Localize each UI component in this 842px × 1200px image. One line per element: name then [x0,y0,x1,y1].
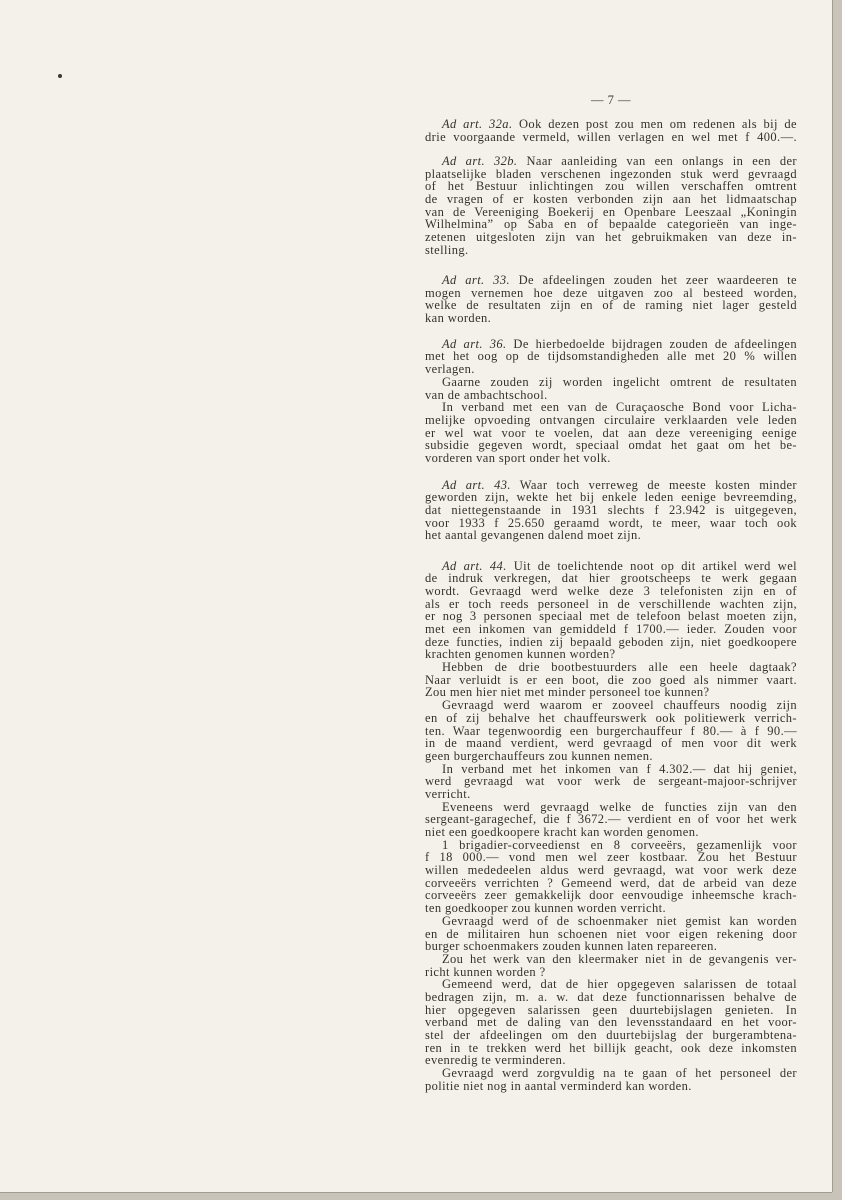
paragraph [425,1067,797,1092]
text-line: Gevraagd werd waarom er zooveel chauffeurs noodig zijn [442,698,797,713]
article-section [425,479,797,542]
paragraph [425,763,797,801]
paragraph [425,699,797,762]
text-line: drie voorgaande vermeld, willen verlagen en wel met f 400.—. [425,129,797,144]
text-line: er nog 3 personen speciaal met de telefoon belast moeten zijn, [425,609,797,624]
text-line: vorderen van sport onder het volk. [425,450,611,465]
text-line: in de maand verdient, werd gevraagd of men voor dit werk [425,736,797,751]
paragraph [425,801,797,839]
article-label: Ad art. 36. [442,336,507,351]
text-line: mogen vernemen hoe deze uitgaven zoo al besteed worden, [425,285,797,300]
text-line: Hebben de drie bootbestuurders alle een heele dagtaak? [442,660,797,675]
line-text: De afdeelingen zouden het zeer waardeeren te [518,272,798,287]
page-number: — 7 — [591,93,631,107]
line-text: De hierbedoelde bijdragen zouden de afdeelingen [513,336,798,351]
paragraph [425,953,797,978]
text-line: Wilhelmina” op Saba en of bepaalde categorieën van inge- [425,217,797,232]
article-section [425,560,797,1093]
text-line: krachten genomen kunnen worden? [425,647,616,662]
text-line: deze functies, indien zij bepaald geboden zijn, niet goedkoopere [425,634,797,649]
line-text: Ook dezen post zou men om redenen als bij de [519,117,798,131]
article-section [425,338,797,465]
line-text: Waar toch verreweg de meeste kosten minder [519,477,797,492]
text-line [425,155,797,168]
text-line: stelling. [425,242,469,257]
text-line: wordt. Gevraagd werd welke deze 3 telefonisten zijn en of [425,583,797,598]
text-line: de indruk verkregen, dat hier grootscheeps te werk gegaan [425,571,797,586]
article-label: Ad art. 32a. [442,117,513,131]
paragraph [425,560,797,662]
text-line: burger schoenmakers zouden kunnen laten repareeren. [425,939,718,954]
text-line: de vragen of er kosten verbonden zijn aan het lidmaatschap [425,192,797,207]
text-line: hier opgegeven salarissen geen duurtebijslagen genieten. In [425,1002,797,1017]
text-line: Gemeend werd, dat de hier opgegeven salarissen de totaal [442,977,797,992]
scan-speck [58,74,62,78]
article-section [425,155,797,257]
text-line: Zou het werk van den kleermaker niet in de gevangenis ver- [442,951,797,966]
text-line: niet een goedkoopere kracht kan worden genomen. [425,825,699,840]
article-section [425,274,797,325]
paragraph [425,915,797,953]
text-line: met het oog op de tijdsomstandigheden alle met 20 % willen [425,349,797,364]
article-label: Ad art. 32b. [442,153,518,168]
paragraph [425,661,797,699]
text-line: geworden zijn, wekte het bij enkele leden eenige bevreemding, [425,490,797,505]
text-line: bedragen zijn, m. a. w. dat deze functionnarissen behalve de [425,989,797,1004]
article-section [425,118,797,143]
paragraph [425,118,797,143]
text-line: en de militairen hun schoenen niet voor eigen rekening door [425,926,797,941]
article-label: Ad art. 33. [442,272,511,287]
text-line: als er toch reeds personeel in de verschillende wachten zijn, [425,596,797,611]
text-line: dat niettegenstaande in 1931 slechts f 23.942 is uitgegeven, [425,503,797,518]
text-line: verlagen. [425,362,475,377]
paragraph [425,839,797,915]
article-label: Ad art. 43. [442,477,511,492]
text-line: werd gevraagd wat voor werk de sergeant-majoor-schrijver [425,774,797,789]
paragraph [425,338,797,376]
text-line: Gevraagd werd zorgvuldig na te gaan of het personeel der [442,1066,797,1081]
text-line: Zou men hier niet met minder personeel toe kunnen? [425,685,710,700]
text-line: f 18 000.— vond men wel zeer kostbaar. Zou het Bestuur [425,850,797,865]
text-column [425,118,797,1092]
line-text: Uit de toelichtende noot op dit artikel werd wel [513,558,798,573]
text-line: In verband met een van de Curaçaosche Bond voor Licha- [442,400,797,415]
text-line: evenredig te verminderen. [425,1053,566,1068]
text-line: Naar verluidt is er een boot, die zoo goed als nimmer vaart. [425,672,797,687]
text-line: voor 1933 f 25.650 geraamd wordt, te meer, waar toch ook [425,515,797,530]
text-line: melijke opvoeding ontvangen circulaire verklaarden vele leden [425,412,797,427]
text-line: willen mededeelen aldus werd gevraagd, wat voor werk deze [425,863,797,878]
paragraph [425,978,797,1067]
text-line: het aantal gevangenen dalend moet zijn. [425,528,642,543]
text-line: verband met de daling van den levensstandaard en het voor- [425,1015,797,1030]
text-line: ten goedkooper zou kunnen worden verricht. [425,901,667,916]
text-line: subsidie gegeven wordt, speciaal omdat het gaat om het be- [425,438,797,453]
text-line: sergeant-garagechef, die f 3672.— verdient en of voor het werk [425,812,797,827]
paragraph [425,376,797,401]
text-line: In verband met het inkomen van f 4.302.— dat hij geniet, [442,761,797,776]
text-line: Gevraagd werd of de schoenmaker niet gemist kan worden [442,913,797,928]
text-line [425,118,797,131]
paragraph [425,274,797,325]
text-line: ren in te trekken werd het billijk geacht, ook deze inkomsten [425,1040,797,1055]
text-line: Gaarne zouden zij worden ingelicht omtrent de resultaten [442,374,797,389]
text-line: verricht. [425,786,471,801]
text-line: ten. Waar tegenwoordig een burgerchauffeur f 80.— à f 90.— [425,723,797,738]
text-line: 1 brigadier-corveedienst en 8 corveeërs, gezamenlijk voor [442,837,797,852]
text-line: plaatselijke bladen verschenen ingezonden stuk werd gevraagd [425,166,797,181]
paragraph [425,479,797,542]
text-line: corveeërs verrichten ? Gemeend werd, dat de arbeid van deze [425,875,797,890]
text-line: richt kunnen worden ? [425,964,546,979]
text-line: zetenen uitgesloten zijn van het gebruikmaken van deze in- [425,230,797,245]
text-line: stel der afdeelingen om den duurtebijslag der burgerambtena- [425,1028,797,1043]
paragraph [425,401,797,464]
line-text: Naar aanleiding van een onlangs in een der [526,153,797,168]
text-line: politie niet nog in aantal verminderd kan worden. [425,1078,692,1093]
text-line [425,274,797,287]
text-line: er wel wat voor te voelen, dat aan deze vereeniging eenige [425,425,797,440]
text-line: van de Vereeniging Boekerij en Openbare Leeszaal „Koningin [425,204,797,219]
text-line: van de ambachtschool. [425,387,548,402]
text-line: geen burgerchauffeurs zou kunnen nemen. [425,748,653,763]
text-line: of het Bestuur inlichtingen zou willen verschaffen omtrent [425,179,797,194]
paragraph [425,155,797,257]
text-line: welke de resultaten zijn en of de raming niet lager gesteld [425,298,797,313]
text-line: en of zij behalve het chauffeurswerk ook politiewerk verrich- [425,710,797,725]
text-line: kan worden. [425,310,492,325]
text-line: Eveneens werd gevraagd welke de functies zijn van den [442,799,797,814]
article-label: Ad art. 44. [442,558,507,573]
text-line: met een inkomen van gemiddeld f 1700.— ieder. Zouden voor [425,622,797,637]
text-line: corveeërs zeer gemakkelijk door eenvoudige inheemsche krach- [425,888,797,903]
